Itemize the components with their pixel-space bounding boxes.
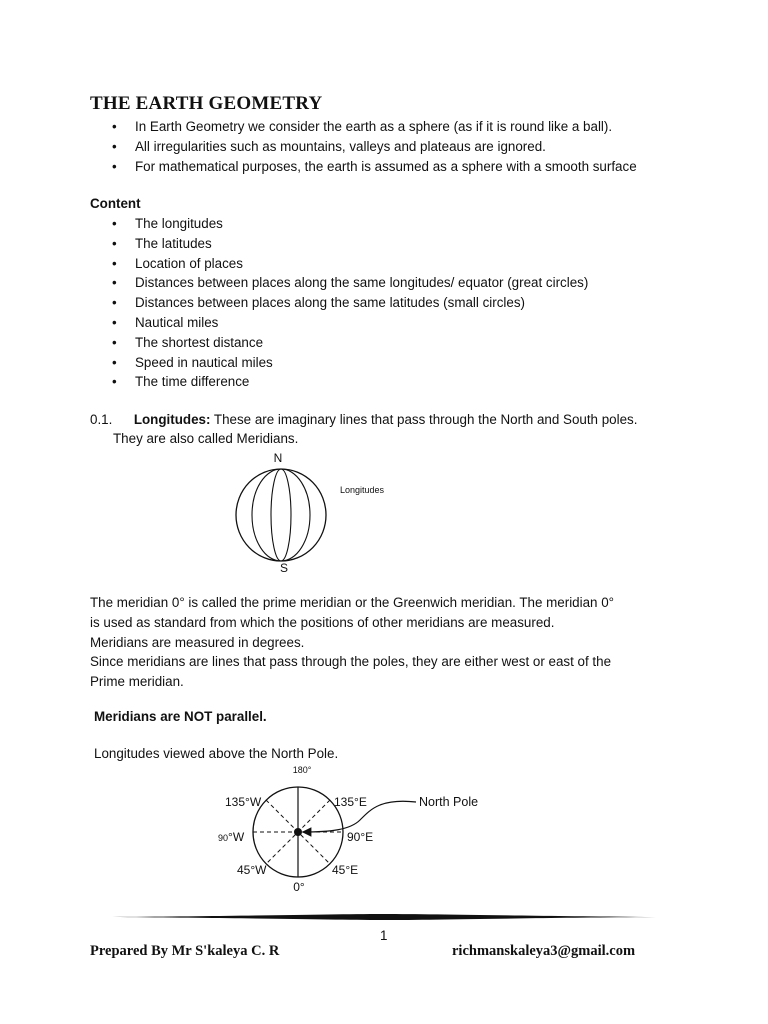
label-0: 0° xyxy=(293,880,305,894)
paragraph-line: Meridians are measured in degrees. xyxy=(90,634,305,650)
meridian-line xyxy=(252,469,310,561)
list-item: • The latitudes xyxy=(90,234,588,254)
north-pole-dot xyxy=(294,828,302,836)
pole-view-caption: Longitudes viewed above the North Pole. xyxy=(94,746,339,761)
list-item: • Distances between places along the same longitudes/ equator (great circles) xyxy=(90,273,588,293)
label-45e: 45°E xyxy=(332,863,359,877)
pole-diagram xyxy=(210,760,500,900)
north-label: N xyxy=(273,451,283,465)
paragraph-line: Prime meridian. xyxy=(90,674,184,690)
section-definition-cont: They are also called Meridians. xyxy=(113,431,299,446)
footer-divider xyxy=(112,912,656,922)
south-label: S xyxy=(279,561,289,575)
list-item: • In Earth Geometry we consider the earth as a sphere (as if it is round like a ball). xyxy=(90,117,637,137)
label-135e: 135°E xyxy=(334,795,367,809)
footer-email: richmanskaleya3@gmail.com xyxy=(452,943,636,959)
list-item: • The shortest distance xyxy=(90,333,588,353)
section-term: Longitudes: xyxy=(133,412,211,427)
page-title: THE EARTH GEOMETRY xyxy=(90,93,323,114)
section-number: 0.1. xyxy=(90,412,113,427)
globe-outline xyxy=(236,469,326,561)
label-90e: 90°E xyxy=(347,830,374,844)
list-item: • All irregularities such as mountains, valleys and plateaus are ignored. xyxy=(90,137,637,157)
list-item: • Nautical miles xyxy=(90,313,588,333)
list-item: • Speed in nautical miles xyxy=(90,353,588,373)
list-item: • The time difference xyxy=(90,372,588,392)
list-item: • Distances between places along the same latitudes (small circles) xyxy=(90,293,588,313)
content-list xyxy=(90,214,588,392)
label-90w: 90°W xyxy=(218,830,245,844)
meridian-line xyxy=(271,469,291,561)
intro-bullet-list xyxy=(90,117,637,176)
label-180: 180° xyxy=(292,765,312,775)
list-item: • Location of places xyxy=(90,254,588,274)
label-45w: 45°W xyxy=(237,863,267,877)
paragraph-line: The meridian 0° is called the prime meridian or the Greenwich meridian. The meridian 0° xyxy=(90,595,615,610)
globe-label: Longitudes xyxy=(340,485,385,495)
section-heading-line xyxy=(90,410,637,430)
list-item: • The longitudes xyxy=(90,214,588,234)
not-parallel-note: Meridians are NOT parallel. xyxy=(94,709,267,724)
page-number: 1 xyxy=(380,928,388,943)
content-heading: Content xyxy=(90,196,141,211)
list-item: • For mathematical purposes, the earth is assumed as a sphere with a smooth surface xyxy=(90,157,637,177)
label-135w: 135°W xyxy=(225,795,262,809)
paragraph-line: Since meridians are lines that pass through the poles, they are either west or east of the xyxy=(90,654,612,670)
footer-author: Prepared By Mr S'kaleya C. R xyxy=(90,943,280,959)
paragraph-line: is used as standard from which the positions of other meridians are measured. xyxy=(90,614,555,630)
north-pole-label: North Pole xyxy=(419,795,479,809)
globe-diagram xyxy=(225,448,425,576)
section-definition: These are imaginary lines that pass through the North and South poles. xyxy=(210,412,638,427)
meridian-paragraph xyxy=(90,593,614,692)
